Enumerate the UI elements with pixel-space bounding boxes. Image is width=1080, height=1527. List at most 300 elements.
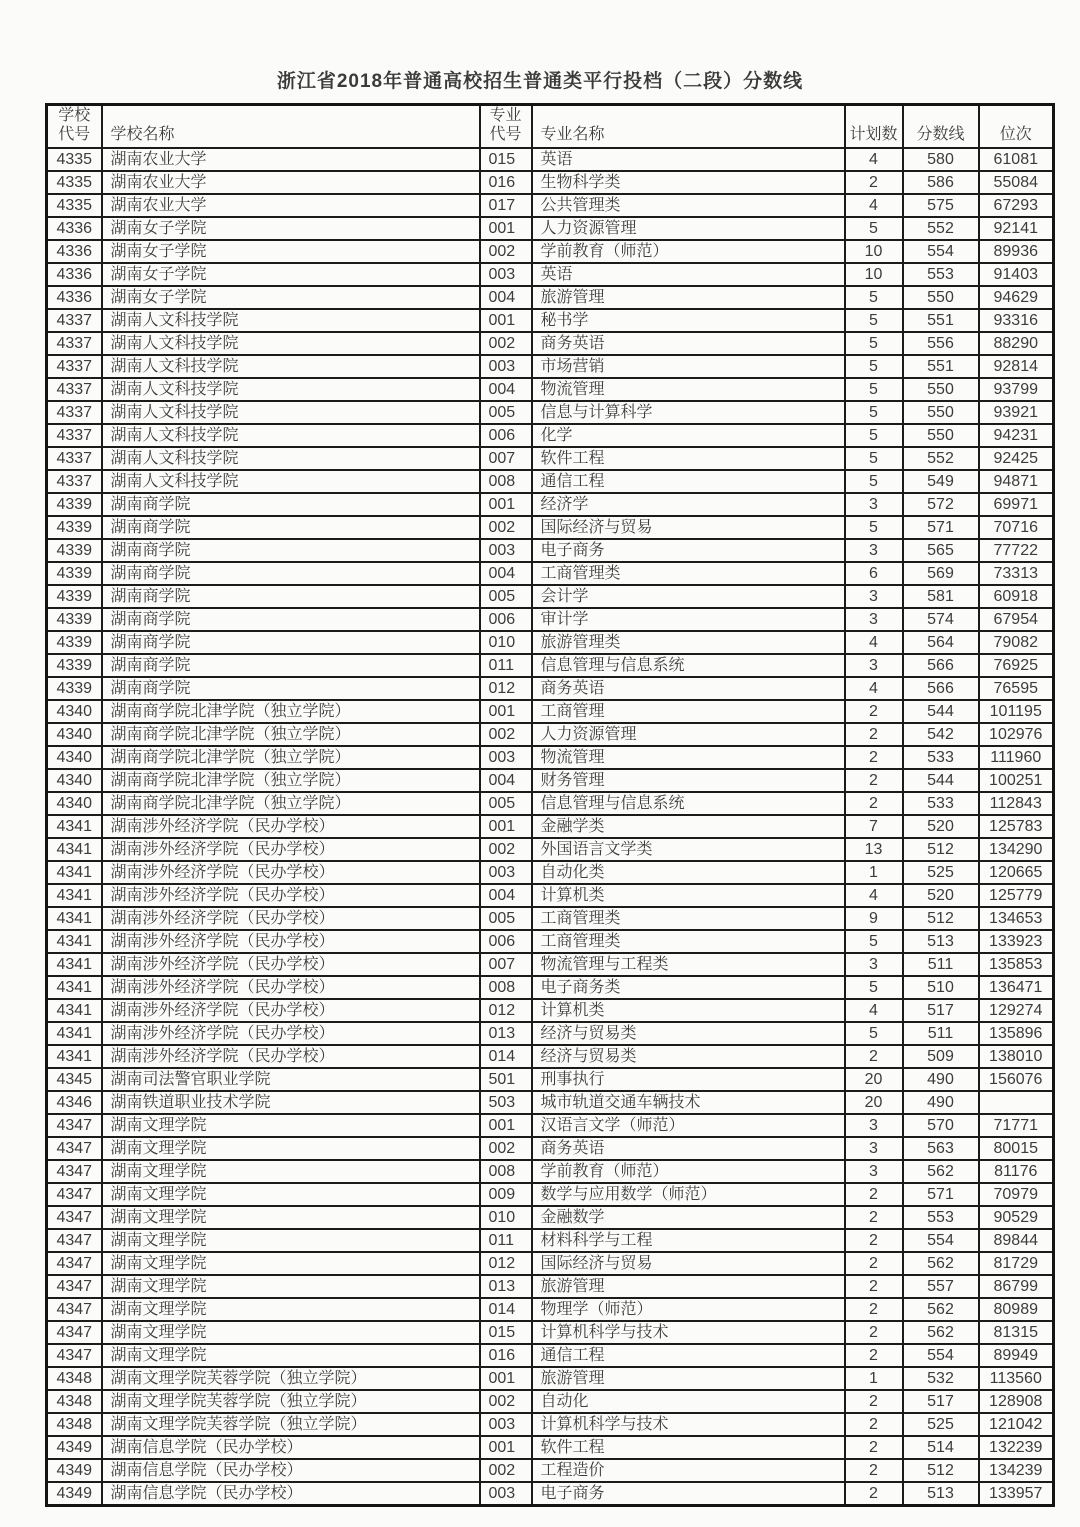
- school-name-cell: 湖南文理学院: [102, 1229, 480, 1252]
- score-line-cell: 510: [903, 976, 979, 999]
- header-major-name: 专业名称: [532, 105, 845, 149]
- plan-count-cell: 2: [845, 1459, 903, 1482]
- school-name-cell: 湖南涉外经济学院（民办学校）: [102, 976, 480, 999]
- header-score-line: 分数线: [903, 105, 979, 149]
- major-code-cell: 005: [480, 907, 532, 930]
- header-row: [47, 105, 1054, 149]
- rank-cell: 134653: [979, 907, 1054, 930]
- major-code-cell: 015: [480, 1321, 532, 1344]
- table-row: [47, 1206, 1054, 1229]
- rank-cell: 94629: [979, 286, 1054, 309]
- score-table-body: [47, 148, 1054, 1506]
- score-line-cell: 514: [903, 1436, 979, 1459]
- major-code-cell: 016: [480, 171, 532, 194]
- score-line-cell: 580: [903, 148, 979, 171]
- major-code-cell: 005: [480, 585, 532, 608]
- rank-cell: 80015: [979, 1137, 1054, 1160]
- rank-cell: 91403: [979, 263, 1054, 286]
- table-row: [47, 217, 1054, 240]
- rank-cell: 112843: [979, 792, 1054, 815]
- table-row: [47, 1321, 1054, 1344]
- major-name-cell: 财务管理: [532, 769, 845, 792]
- school-code-cell: 4339: [47, 677, 102, 700]
- score-line-cell: 512: [903, 838, 979, 861]
- school-code-cell: 4349: [47, 1482, 102, 1506]
- major-code-cell: 006: [480, 930, 532, 953]
- table-row: [47, 815, 1054, 838]
- plan-count-cell: 2: [845, 1344, 903, 1367]
- plan-count-cell: 4: [845, 194, 903, 217]
- rank-cell: 76925: [979, 654, 1054, 677]
- score-line-cell: 554: [903, 1229, 979, 1252]
- score-line-cell: 562: [903, 1321, 979, 1344]
- school-code-cell: 4348: [47, 1390, 102, 1413]
- major-name-cell: 物流管理: [532, 378, 845, 401]
- table-row: [47, 263, 1054, 286]
- table-row: [47, 194, 1054, 217]
- table-row: [47, 884, 1054, 907]
- major-code-cell: 014: [480, 1045, 532, 1068]
- major-name-cell: 软件工程: [532, 1436, 845, 1459]
- plan-count-cell: 4: [845, 631, 903, 654]
- major-code-cell: 001: [480, 1436, 532, 1459]
- school-name-cell: 湖南涉外经济学院（民办学校）: [102, 999, 480, 1022]
- plan-count-cell: 2: [845, 1321, 903, 1344]
- school-code-cell: 4339: [47, 654, 102, 677]
- plan-count-cell: 4: [845, 677, 903, 700]
- school-code-cell: 4347: [47, 1206, 102, 1229]
- rank-cell: 81176: [979, 1160, 1054, 1183]
- table-row: [47, 976, 1054, 999]
- major-code-cell: 002: [480, 1459, 532, 1482]
- major-name-cell: 生物科学类: [532, 171, 845, 194]
- table-row: [47, 907, 1054, 930]
- major-name-cell: 会计学: [532, 585, 845, 608]
- rank-cell: 134290: [979, 838, 1054, 861]
- score-line-cell: 511: [903, 953, 979, 976]
- rank-cell: 92425: [979, 447, 1054, 470]
- major-name-cell: 自动化: [532, 1390, 845, 1413]
- rank-cell: 67293: [979, 194, 1054, 217]
- score-line-cell: 549: [903, 470, 979, 493]
- school-code-cell: 4346: [47, 1091, 102, 1114]
- school-name-cell: 湖南女子学院: [102, 240, 480, 263]
- score-line-cell: 566: [903, 654, 979, 677]
- header-major-code: [480, 105, 532, 149]
- plan-count-cell: 2: [845, 171, 903, 194]
- school-name-cell: 湖南文理学院芙蓉学院（独立学院）: [102, 1413, 480, 1436]
- plan-count-cell: 5: [845, 930, 903, 953]
- table-row: [47, 516, 1054, 539]
- major-code-cell: 006: [480, 424, 532, 447]
- rank-cell: 111960: [979, 746, 1054, 769]
- major-name-cell: 英语: [532, 148, 845, 171]
- major-code-cell: 002: [480, 516, 532, 539]
- major-name-cell: 工商管理: [532, 700, 845, 723]
- table-row: [47, 585, 1054, 608]
- plan-count-cell: 5: [845, 424, 903, 447]
- school-name-cell: 湖南涉外经济学院（民办学校）: [102, 953, 480, 976]
- major-code-cell: 503: [480, 1091, 532, 1114]
- major-name-cell: 信息管理与信息系统: [532, 654, 845, 677]
- rank-cell: 125783: [979, 815, 1054, 838]
- score-line-cell: 556: [903, 332, 979, 355]
- school-code-cell: 4341: [47, 1045, 102, 1068]
- header-school-code-line1: 学校: [58, 107, 91, 124]
- school-code-cell: 4341: [47, 815, 102, 838]
- score-line-cell: 551: [903, 309, 979, 332]
- school-name-cell: 湖南文理学院: [102, 1114, 480, 1137]
- plan-count-cell: 2: [845, 792, 903, 815]
- score-line-cell: 572: [903, 493, 979, 516]
- school-name-cell: 湖南信息学院（民办学校）: [102, 1436, 480, 1459]
- rank-cell: 121042: [979, 1413, 1054, 1436]
- score-line-cell: 513: [903, 930, 979, 953]
- rank-cell: 60918: [979, 585, 1054, 608]
- major-name-cell: 商务英语: [532, 1137, 845, 1160]
- plan-count-cell: 1: [845, 861, 903, 884]
- score-line-cell: 550: [903, 401, 979, 424]
- table-row: [47, 286, 1054, 309]
- school-name-cell: 湖南人文科技学院: [102, 470, 480, 493]
- table-row: [47, 470, 1054, 493]
- table-row: [47, 1114, 1054, 1137]
- score-line-cell: 586: [903, 171, 979, 194]
- school-name-cell: 湖南商学院: [102, 539, 480, 562]
- table-row: [47, 148, 1054, 171]
- school-code-cell: 4339: [47, 562, 102, 585]
- rank-cell: 89936: [979, 240, 1054, 263]
- school-code-cell: 4347: [47, 1229, 102, 1252]
- major-name-cell: 学前教育（师范）: [532, 240, 845, 263]
- major-name-cell: 材料科学与工程: [532, 1229, 845, 1252]
- score-line-cell: 490: [903, 1091, 979, 1114]
- major-name-cell: 金融学类: [532, 815, 845, 838]
- major-name-cell: 城市轨道交通车辆技术: [532, 1091, 845, 1114]
- major-name-cell: 软件工程: [532, 447, 845, 470]
- school-name-cell: 湖南商学院: [102, 677, 480, 700]
- plan-count-cell: 13: [845, 838, 903, 861]
- plan-count-cell: 10: [845, 263, 903, 286]
- score-table: [45, 103, 1055, 1507]
- table-row: [47, 1367, 1054, 1390]
- major-code-cell: 005: [480, 401, 532, 424]
- plan-count-cell: 2: [845, 1413, 903, 1436]
- major-code-cell: 501: [480, 1068, 532, 1091]
- score-line-cell: 553: [903, 1206, 979, 1229]
- school-name-cell: 湖南文理学院芙蓉学院（独立学院）: [102, 1390, 480, 1413]
- header-school-name: 学校名称: [102, 105, 480, 149]
- plan-count-cell: 5: [845, 470, 903, 493]
- plan-count-cell: 2: [845, 700, 903, 723]
- school-name-cell: 湖南文理学院: [102, 1183, 480, 1206]
- major-code-cell: 002: [480, 1137, 532, 1160]
- major-name-cell: 秘书学: [532, 309, 845, 332]
- school-name-cell: 湖南文理学院: [102, 1160, 480, 1183]
- table-row: [47, 953, 1054, 976]
- school-code-cell: 4340: [47, 769, 102, 792]
- school-name-cell: 湖南商学院: [102, 562, 480, 585]
- school-code-cell: 4347: [47, 1160, 102, 1183]
- plan-count-cell: 20: [845, 1091, 903, 1114]
- school-code-cell: 4347: [47, 1298, 102, 1321]
- score-line-cell: 575: [903, 194, 979, 217]
- score-line-cell: 550: [903, 286, 979, 309]
- score-line-cell: 520: [903, 884, 979, 907]
- major-code-cell: 010: [480, 1206, 532, 1229]
- school-code-cell: 4348: [47, 1367, 102, 1390]
- table-row: [47, 999, 1054, 1022]
- school-name-cell: 湖南女子学院: [102, 263, 480, 286]
- school-code-cell: 4337: [47, 424, 102, 447]
- score-line-cell: 552: [903, 447, 979, 470]
- school-name-cell: 湖南商学院北津学院（独立学院）: [102, 769, 480, 792]
- school-name-cell: 湖南信息学院（民办学校）: [102, 1459, 480, 1482]
- major-name-cell: 旅游管理: [532, 1367, 845, 1390]
- major-name-cell: 物流管理: [532, 746, 845, 769]
- table-row: [47, 424, 1054, 447]
- plan-count-cell: 5: [845, 516, 903, 539]
- rank-cell: 102976: [979, 723, 1054, 746]
- school-code-cell: 4340: [47, 723, 102, 746]
- major-name-cell: 经济学: [532, 493, 845, 516]
- major-code-cell: 012: [480, 677, 532, 700]
- school-name-cell: 湖南商学院: [102, 585, 480, 608]
- plan-count-cell: 3: [845, 953, 903, 976]
- table-row: [47, 1413, 1054, 1436]
- major-code-cell: 007: [480, 447, 532, 470]
- plan-count-cell: 2: [845, 1275, 903, 1298]
- rank-cell: 80989: [979, 1298, 1054, 1321]
- school-code-cell: 4341: [47, 1022, 102, 1045]
- major-code-cell: 003: [480, 1413, 532, 1436]
- major-code-cell: 001: [480, 1367, 532, 1390]
- school-name-cell: 湖南涉外经济学院（民办学校）: [102, 861, 480, 884]
- table-row: [47, 700, 1054, 723]
- rank-cell: 134239: [979, 1459, 1054, 1482]
- rank-cell: 135853: [979, 953, 1054, 976]
- major-name-cell: 外国语言文学类: [532, 838, 845, 861]
- school-code-cell: 4337: [47, 332, 102, 355]
- school-code-cell: 4341: [47, 861, 102, 884]
- score-line-cell: 552: [903, 217, 979, 240]
- plan-count-cell: 2: [845, 1183, 903, 1206]
- rank-cell: [979, 1091, 1054, 1114]
- major-name-cell: 商务英语: [532, 332, 845, 355]
- major-name-cell: 物流管理与工程类: [532, 953, 845, 976]
- major-name-cell: 信息与计算科学: [532, 401, 845, 424]
- school-name-cell: 湖南商学院: [102, 654, 480, 677]
- rank-cell: 136471: [979, 976, 1054, 999]
- school-code-cell: 4347: [47, 1344, 102, 1367]
- score-line-cell: 553: [903, 263, 979, 286]
- major-code-cell: 003: [480, 355, 532, 378]
- school-name-cell: 湖南涉外经济学院（民办学校）: [102, 907, 480, 930]
- school-name-cell: 湖南商学院: [102, 516, 480, 539]
- plan-count-cell: 5: [845, 309, 903, 332]
- school-code-cell: 4341: [47, 930, 102, 953]
- school-name-cell: 湖南涉外经济学院（民办学校）: [102, 838, 480, 861]
- rank-cell: 133957: [979, 1482, 1054, 1506]
- school-code-cell: 4341: [47, 884, 102, 907]
- table-row: [47, 769, 1054, 792]
- school-code-cell: 4336: [47, 217, 102, 240]
- table-row: [47, 332, 1054, 355]
- score-line-cell: 569: [903, 562, 979, 585]
- rank-cell: 79082: [979, 631, 1054, 654]
- major-name-cell: 计算机科学与技术: [532, 1413, 845, 1436]
- major-name-cell: 审计学: [532, 608, 845, 631]
- rank-cell: 94231: [979, 424, 1054, 447]
- plan-count-cell: 2: [845, 1045, 903, 1068]
- school-name-cell: 湖南文理学院: [102, 1137, 480, 1160]
- school-code-cell: 4341: [47, 953, 102, 976]
- school-name-cell: 湖南商学院北津学院（独立学院）: [102, 700, 480, 723]
- score-line-cell: 525: [903, 861, 979, 884]
- rank-cell: 101195: [979, 700, 1054, 723]
- table-row: [47, 792, 1054, 815]
- header-major-code-line1: 专业: [489, 107, 522, 124]
- score-line-cell: 550: [903, 378, 979, 401]
- major-name-cell: 通信工程: [532, 1344, 845, 1367]
- major-code-cell: 002: [480, 240, 532, 263]
- major-name-cell: 刑事执行: [532, 1068, 845, 1091]
- header-school-code: [47, 105, 102, 149]
- school-code-cell: 4349: [47, 1459, 102, 1482]
- major-code-cell: 007: [480, 953, 532, 976]
- score-line-cell: 512: [903, 1459, 979, 1482]
- major-code-cell: 004: [480, 286, 532, 309]
- major-code-cell: 013: [480, 1275, 532, 1298]
- school-name-cell: 湖南农业大学: [102, 148, 480, 171]
- major-code-cell: 002: [480, 838, 532, 861]
- rank-cell: 138010: [979, 1045, 1054, 1068]
- table-row: [47, 1068, 1054, 1091]
- school-name-cell: 湖南文理学院: [102, 1344, 480, 1367]
- major-name-cell: 通信工程: [532, 470, 845, 493]
- table-row: [47, 1436, 1054, 1459]
- major-code-cell: 013: [480, 1022, 532, 1045]
- major-code-cell: 002: [480, 332, 532, 355]
- score-line-cell: 562: [903, 1252, 979, 1275]
- school-code-cell: 4339: [47, 516, 102, 539]
- major-name-cell: 电子商务: [532, 1482, 845, 1506]
- score-line-cell: 566: [903, 677, 979, 700]
- plan-count-cell: 10: [845, 240, 903, 263]
- table-header: [47, 105, 1054, 149]
- major-code-cell: 004: [480, 378, 532, 401]
- table-row: [47, 1482, 1054, 1506]
- school-code-cell: 4347: [47, 1183, 102, 1206]
- school-code-cell: 4340: [47, 792, 102, 815]
- school-name-cell: 湖南司法警官职业学院: [102, 1068, 480, 1091]
- major-name-cell: 旅游管理类: [532, 631, 845, 654]
- major-code-cell: 002: [480, 723, 532, 746]
- plan-count-cell: 5: [845, 401, 903, 424]
- rank-cell: 67954: [979, 608, 1054, 631]
- school-code-cell: 4347: [47, 1114, 102, 1137]
- rank-cell: 135896: [979, 1022, 1054, 1045]
- major-name-cell: 人力资源管理: [532, 217, 845, 240]
- plan-count-cell: 3: [845, 585, 903, 608]
- major-name-cell: 经济与贸易类: [532, 1022, 845, 1045]
- major-name-cell: 旅游管理: [532, 286, 845, 309]
- school-name-cell: 湖南文理学院: [102, 1206, 480, 1229]
- table-row: [47, 654, 1054, 677]
- score-line-cell: 544: [903, 769, 979, 792]
- table-row: [47, 171, 1054, 194]
- school-name-cell: 湖南商学院北津学院（独立学院）: [102, 746, 480, 769]
- major-name-cell: 工商管理类: [532, 907, 845, 930]
- school-name-cell: 湖南人文科技学院: [102, 332, 480, 355]
- school-name-cell: 湖南涉外经济学院（民办学校）: [102, 930, 480, 953]
- rank-cell: 113560: [979, 1367, 1054, 1390]
- school-code-cell: 4341: [47, 838, 102, 861]
- school-code-cell: 4341: [47, 976, 102, 999]
- major-name-cell: 计算机科学与技术: [532, 1321, 845, 1344]
- plan-count-cell: 2: [845, 1482, 903, 1506]
- plan-count-cell: 3: [845, 608, 903, 631]
- plan-count-cell: 20: [845, 1068, 903, 1091]
- school-name-cell: 湖南涉外经济学院（民办学校）: [102, 815, 480, 838]
- header-major-code-line2: 代号: [489, 126, 522, 143]
- major-code-cell: 009: [480, 1183, 532, 1206]
- plan-count-cell: 5: [845, 355, 903, 378]
- major-name-cell: 电子商务: [532, 539, 845, 562]
- rank-cell: 55084: [979, 171, 1054, 194]
- school-name-cell: 湖南农业大学: [102, 194, 480, 217]
- major-name-cell: 公共管理类: [532, 194, 845, 217]
- score-line-cell: 513: [903, 1482, 979, 1506]
- table-row: [47, 1459, 1054, 1482]
- major-code-cell: 010: [480, 631, 532, 654]
- school-code-cell: 4347: [47, 1252, 102, 1275]
- plan-count-cell: 3: [845, 493, 903, 516]
- school-name-cell: 湖南文理学院: [102, 1275, 480, 1298]
- score-line-cell: 542: [903, 723, 979, 746]
- major-code-cell: 003: [480, 746, 532, 769]
- school-name-cell: 湖南文理学院: [102, 1321, 480, 1344]
- rank-cell: 76595: [979, 677, 1054, 700]
- school-code-cell: 4348: [47, 1413, 102, 1436]
- table-row: [47, 1137, 1054, 1160]
- score-line-cell: 554: [903, 1344, 979, 1367]
- table-row: [47, 401, 1054, 424]
- school-code-cell: 4347: [47, 1137, 102, 1160]
- major-code-cell: 001: [480, 217, 532, 240]
- plan-count-cell: 2: [845, 1206, 903, 1229]
- school-code-cell: 4340: [47, 700, 102, 723]
- major-name-cell: 学前教育（师范）: [532, 1160, 845, 1183]
- rank-cell: 92141: [979, 217, 1054, 240]
- school-name-cell: 湖南铁道职业技术学院: [102, 1091, 480, 1114]
- major-name-cell: 工商管理类: [532, 930, 845, 953]
- table-row: [47, 1252, 1054, 1275]
- table-row: [47, 1045, 1054, 1068]
- school-code-cell: 4335: [47, 171, 102, 194]
- school-name-cell: 湖南人文科技学院: [102, 401, 480, 424]
- major-code-cell: 012: [480, 1252, 532, 1275]
- rank-cell: 92814: [979, 355, 1054, 378]
- school-code-cell: 4339: [47, 493, 102, 516]
- school-code-cell: 4339: [47, 631, 102, 654]
- plan-count-cell: 9: [845, 907, 903, 930]
- plan-count-cell: 2: [845, 1390, 903, 1413]
- school-code-cell: 4341: [47, 999, 102, 1022]
- major-code-cell: 011: [480, 654, 532, 677]
- school-code-cell: 4337: [47, 447, 102, 470]
- table-row: [47, 447, 1054, 470]
